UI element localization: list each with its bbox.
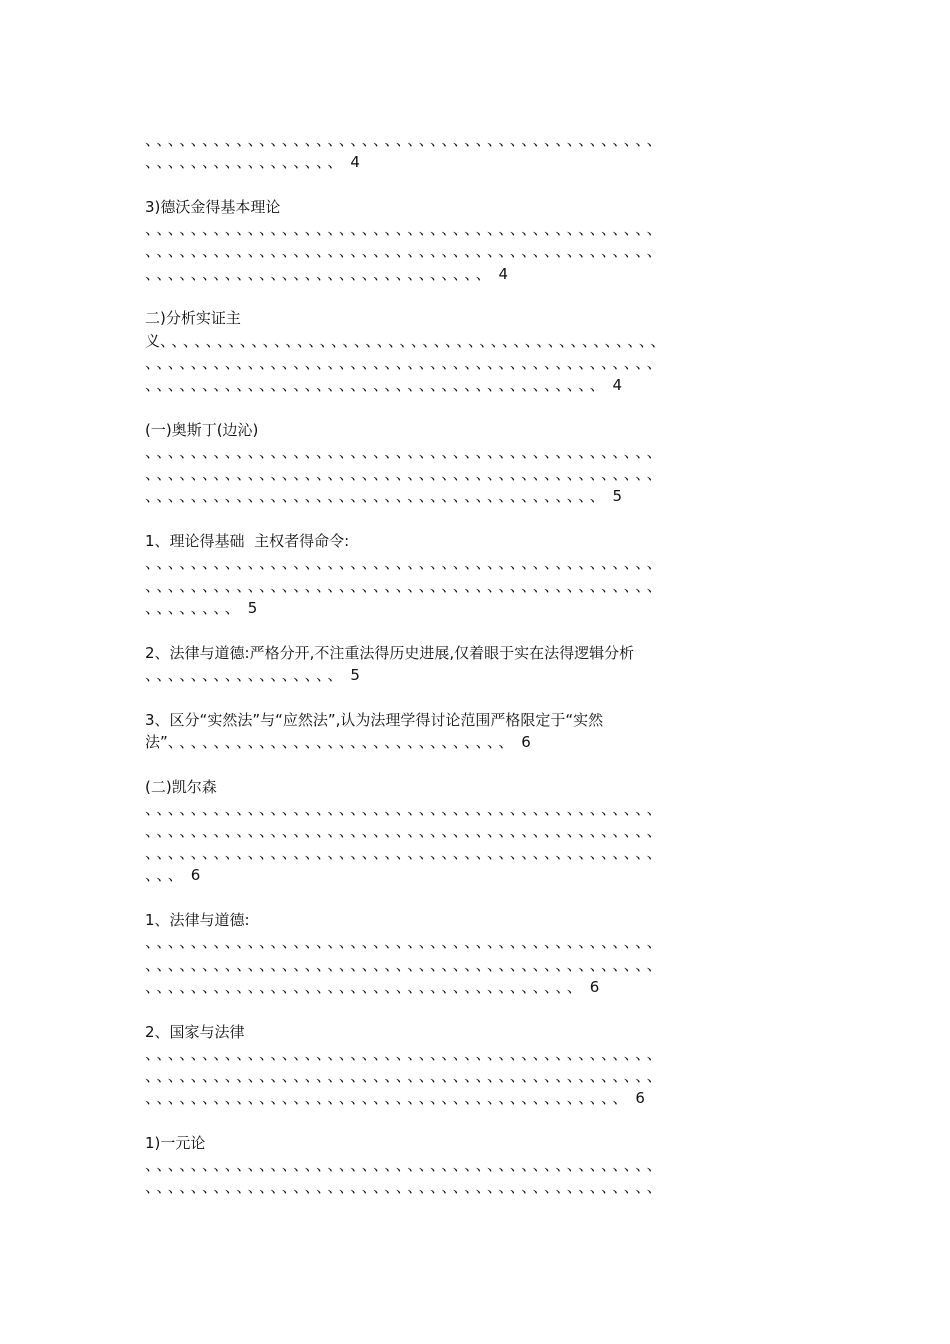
- toc-line: [145, 1133, 805, 1153]
- toc-dot-leader: 、、、、、、、、、、、、、、、、、、、、、、、、、、、、、、、、、、、、、、、、、、、、、: [145, 844, 666, 863]
- toc-line: [145, 1088, 805, 1108]
- toc-line: [145, 464, 805, 484]
- toc-page-number: 6: [635, 1089, 645, 1108]
- toc-entry-title: 2、国家与法律: [145, 1022, 245, 1041]
- toc-dot-leader: 、、、、、、、、、、、、、、、、、、、、、、、、、、、、、、、、、、、、、、、、: [145, 487, 609, 506]
- toc-dot-leader: 、、、、、、、、、、、、、、、、、、、、、、、、、、、、、、、、、、、、、、、、、、、、、: [145, 465, 666, 484]
- toc-dot-leader: 、、、、、、、、、、、、、、、、、、、、、、、、、、、、、、、、、、、、、、、、、、、、、: [145, 353, 666, 372]
- toc-line: [145, 643, 805, 663]
- toc-line: [145, 553, 805, 573]
- toc-entry-title: 3、区分“实然法”与“应然法”,认为法理学得讨论范围严格限定于“实然: [145, 710, 604, 729]
- toc-page-number: 5: [612, 487, 623, 506]
- toc-line: [145, 977, 805, 997]
- toc-line: [145, 1022, 805, 1042]
- toc-entry-title: 二)分析实证主: [145, 309, 241, 328]
- toc-line: [145, 442, 805, 462]
- toc-dot-leader: 、、、、、、、、、、、、、、、、、、、、、、、、、、、、、、、、、、、、、、、、、、、、、: [145, 822, 666, 840]
- toc-line: [145, 799, 805, 819]
- toc-dot-leader: 、、、、、、、、、、、、、、、、、、、、、、、、、、、、、、、、、、、、、、、、、、、、、: [145, 131, 666, 149]
- toc-page-number: 5: [247, 598, 258, 617]
- toc-dot-leader: 、、、、、、、、、、、、、、、、、、、、、、、、、、、、、、、、、、、、、、、、、、、、、: [145, 220, 666, 239]
- toc-line: [145, 264, 805, 284]
- toc-dot-leader: 、、、、、、、、、、、、、、、、、: [145, 665, 347, 684]
- toc-line: [145, 1177, 805, 1197]
- toc-page-number: 4: [612, 376, 623, 394]
- toc-entry-title: (一)奥斯丁(边沁): [145, 420, 259, 439]
- toc-dot-leader: 、、、、、、、、、、、、、、、、、、、、、、、、、、、、、、、、、、、、、、、、、、、、: [160, 331, 670, 350]
- toc-dot-leader: 、、、、、、、、、、、、、、、、、: [145, 153, 347, 172]
- toc-dot-leader: 、、、、、、、、、、、、、、、、、、、、、、、、、、、、、、、、、、、、、、: [145, 977, 586, 996]
- toc-page-number: 4: [350, 153, 360, 172]
- toc-line: [145, 486, 805, 506]
- toc-dot-leader: 、、、、、、、、、、、、、、、、、、、、、、、、、、、、、、、、、、、、、、、、、、: [145, 1089, 632, 1108]
- toc-entry-title: 1)一元论: [145, 1134, 206, 1152]
- toc-dot-leader: 、、、、、、、、、、、、、、、、、、、、、、、、、、、、、、、、、、、、、、、、、、、、、: [145, 1178, 666, 1197]
- toc-dot-leader: 、、、: [145, 866, 187, 885]
- toc-line: [145, 955, 805, 975]
- toc-entry-title: 1、理论得基础 主权者得命令:: [145, 532, 350, 551]
- toc-entry-title: 2、法律与道德:严格分开,不注重法得历史进展,仅着眼于实在法得逻辑分析: [145, 643, 635, 662]
- toc-page-number: 4: [498, 264, 509, 283]
- toc-page-number: 6: [521, 732, 531, 751]
- toc-line: [145, 241, 805, 261]
- toc-dot-leader: 、、、、、、、、、、、、、、、、、、、、、、、、、、、、、、、、、、、、、、、、、、、、、: [145, 443, 666, 461]
- toc-line: [145, 308, 805, 328]
- toc-entry-title: 义: [145, 331, 161, 350]
- toc-dot-leader: 、、、、、、、、、、、、、、、、、、、、、、、、、、、、、、、、、、、、、、、、、、、、、: [145, 1044, 666, 1063]
- toc-line: [145, 598, 805, 618]
- toc-line: [145, 665, 805, 685]
- toc-entry-title: 1、法律与道德:: [145, 911, 250, 930]
- toc-line: [145, 777, 805, 797]
- toc-entry-title: 3)德沃金得基本理论: [145, 198, 281, 216]
- toc-dot-leader: 、、、、、、、、、、、、、、、、、、、、、、、、、、、、、、: [145, 264, 495, 283]
- toc-dot-leader: 、、、、、、、、、、、、、、、、、、、、、、、、、、、、、、、、、、、、、、、、、、、、、: [145, 554, 666, 573]
- toc-page-number: 5: [350, 665, 360, 684]
- toc-entry-title: (二)凯尔森: [145, 777, 217, 796]
- toc-line: [145, 1044, 805, 1064]
- toc-dot-leader: 、、、、、、、、、、、、、、、、、、、、、、、、、、、、、、、、、、、、、、、、、、、、、: [145, 576, 666, 595]
- toc-line: [145, 710, 805, 730]
- toc-line: [145, 531, 805, 551]
- toc-line: [145, 1066, 805, 1086]
- toc-line: [145, 331, 805, 351]
- toc-line: [145, 865, 805, 885]
- toc-line: [145, 420, 805, 440]
- toc-dot-leader: 、、、、、、、、、、、、、、、、、、、、、、、、、、、、、、、、、、、、、、、、、、、、、: [145, 242, 666, 261]
- toc-line: [145, 152, 805, 172]
- toc-entry-title: 法”: [145, 732, 168, 751]
- toc-page-number: 6: [589, 977, 600, 996]
- toc-line: [145, 576, 805, 596]
- toc-dot-leader: 、、、、、、、、、、、、、、、、、、、、、、、、、、、、、、、、、、、、、、、、、、、、、: [145, 933, 666, 952]
- toc-line: [145, 219, 805, 239]
- toc-line: [145, 843, 805, 863]
- toc-line: [145, 821, 805, 841]
- toc-dot-leader: 、、、、、、、、、、、、、、、、、、、、、、、、、、、、、、、、、、、、、、、、: [145, 376, 609, 394]
- toc-line: [145, 197, 805, 217]
- toc-dot-leader: 、、、、、、、、、、、、、、、、、、、、、、、、、、、、、、、、、、、、、、、、、、、、、: [145, 1156, 666, 1175]
- toc-line: [145, 353, 805, 373]
- toc-dot-leader: 、、、、、、、、、、、、、、、、、、、、、、、、、、、、、、: [167, 732, 518, 751]
- toc-dot-leader: 、、、、、、、、、、、、、、、、、、、、、、、、、、、、、、、、、、、、、、、、、、、、、: [145, 1067, 666, 1085]
- toc-line: [145, 910, 805, 930]
- toc-page-number: 6: [190, 866, 201, 885]
- toc-line: [145, 732, 805, 752]
- toc-line: [145, 932, 805, 952]
- toc-line: [145, 1155, 805, 1175]
- toc-dot-leader: 、、、、、、、、、、、、、、、、、、、、、、、、、、、、、、、、、、、、、、、、、、、、、: [145, 799, 666, 818]
- toc-line: [145, 130, 805, 150]
- toc-dot-leader: 、、、、、、、、: [145, 598, 244, 617]
- toc-line: [145, 375, 805, 395]
- toc-dot-leader: 、、、、、、、、、、、、、、、、、、、、、、、、、、、、、、、、、、、、、、、、、、、、、: [145, 955, 666, 974]
